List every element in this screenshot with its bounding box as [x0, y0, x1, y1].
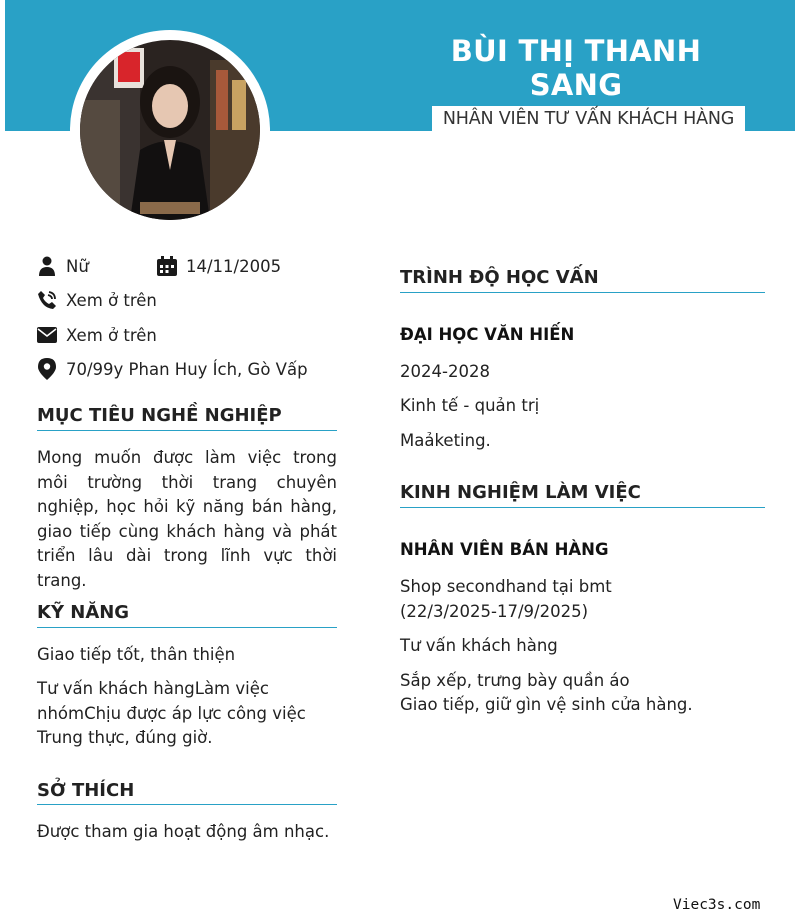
school-name: ĐẠI HỌC VĂN HIẾN — [400, 325, 575, 344]
envelope-icon — [36, 324, 58, 346]
objective-heading: MỤC TIÊU NGHỀ NGHIỆP — [37, 405, 282, 426]
skills-heading: KỸ NĂNG — [37, 602, 130, 623]
contact-gender — [36, 255, 89, 277]
education-period: 2024-2028 — [400, 362, 490, 381]
experience-company: Shop secondhand tại bmt (22/3/2025-17/9/2025) — [400, 577, 612, 621]
experience-divider — [400, 507, 765, 508]
contact-birthdate — [156, 255, 281, 277]
skill-item: Tư vấn khách hàngLàm việc nhómChịu được áp lực công việc Trung thực, đúng giờ. — [37, 679, 306, 747]
experience-duty: Sắp xếp, trưng bày quần áo — [400, 671, 630, 690]
phone-icon — [36, 289, 58, 311]
avatar — [80, 40, 260, 220]
birthdate-value: 14/11/2005 — [186, 256, 282, 276]
hobbies-divider — [37, 804, 337, 805]
calendar-icon — [156, 255, 178, 277]
education-divider — [400, 292, 765, 293]
experience-position: NHÂN VIÊN BÁN HÀNG — [400, 540, 609, 559]
email-value: Xem ở trên — [66, 325, 157, 345]
objective-text: Mong muốn được làm việc trong môi trường thời trang chuyên nghiệp, học hỏi kỹ năng bán hàng, giao tiếp cùng khách hàng và phát triển lâu dài trong lĩnh vực thời trang. — [37, 448, 337, 590]
contact-phone — [36, 289, 157, 311]
skills-divider — [37, 627, 337, 628]
person-icon — [36, 255, 58, 277]
footer-brand: Viec3s.com — [673, 897, 761, 913]
job-title: NHÂN VIÊN TƯ VẤN KHÁCH HÀNG — [432, 106, 745, 132]
education-major: Kinh tế - quản trị — [400, 396, 540, 415]
education-heading: TRÌNH ĐỘ HỌC VẤN — [400, 267, 599, 288]
education-note: Maảketing. — [400, 431, 491, 450]
experience-duty: Giao tiếp, giữ gìn vệ sinh cửa hàng. — [400, 695, 693, 714]
phone-value: Xem ở trên — [66, 290, 157, 310]
hobbies-heading: SỞ THÍCH — [37, 780, 135, 801]
objective-divider — [37, 430, 337, 431]
gender-value: Nữ — [66, 256, 89, 276]
hobbies-text: Được tham gia hoạt động âm nhạc. — [37, 822, 330, 841]
map-pin-icon — [36, 358, 58, 380]
experience-heading: KINH NGHIỆM LÀM VIỆC — [400, 482, 641, 503]
skill-item: Giao tiếp tốt, thân thiện — [37, 645, 236, 664]
address-value: 70/99y Phan Huy Ích, Gò Vấp — [66, 359, 308, 379]
experience-duty: Tư vấn khách hàng — [400, 636, 558, 655]
contact-email — [36, 324, 157, 346]
contact-address — [36, 358, 308, 380]
candidate-name: BÙI THỊ THANH SANG — [450, 34, 702, 102]
